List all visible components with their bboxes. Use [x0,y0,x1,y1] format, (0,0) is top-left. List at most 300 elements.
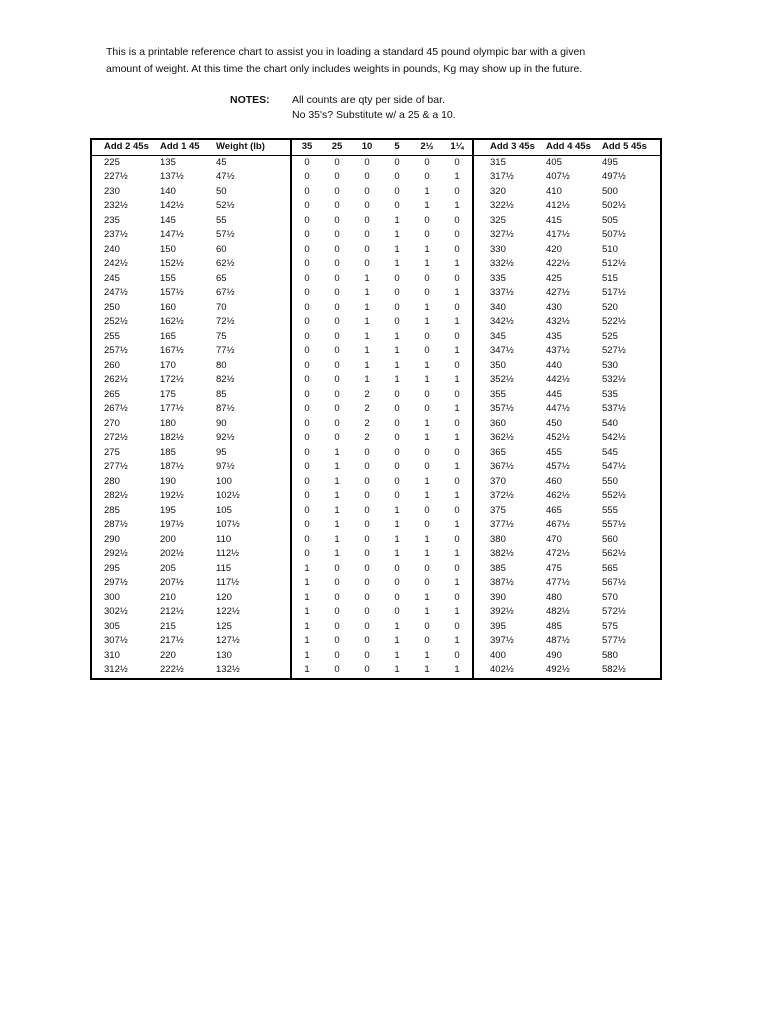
header-cell: Add 5 45s [602,141,647,152]
table-cell: 0 [394,432,400,443]
table-row [91,605,661,620]
table-cell: 280 [104,475,120,487]
table-row [91,533,661,548]
table-cell: 465 [546,504,562,516]
table-cell: 0 [454,446,460,458]
table-cell: 0 [334,620,340,632]
table-cell: 115 [216,562,232,574]
table-cell: 1 [291,620,322,635]
table-cell: 295 [104,562,120,574]
table-cell: 0 [394,316,400,327]
table-cell: 297½ [104,577,128,588]
table-cell: 70 [216,301,227,313]
table-cell: 0 [394,388,400,400]
table-cell: 210 [160,591,176,603]
table-cell: 340 [473,301,546,316]
table-cell: 162½ [160,316,184,327]
table-cell: 112½ [216,548,240,559]
table-cell: 455 [546,446,562,458]
table-cell: 1 [424,475,430,487]
table-cell: 0 [454,504,460,516]
table-cell: 92½ [216,432,235,443]
table-cell: 405 [546,156,562,168]
table-cell: 265 [104,388,120,400]
table-cell: 375 [473,504,546,519]
table-cell: 0 [334,301,340,313]
table-cell: 412½ [546,200,570,211]
table-cell: 132½ [216,664,240,675]
table-cell: 502½ [602,200,626,211]
table-cell: 220 [160,649,176,661]
table-cell: 1 [424,606,430,617]
table-row [91,359,661,374]
table-cell: 1 [424,591,430,603]
table-cell: 1 [334,519,340,530]
table-cell: 0 [291,533,322,548]
table-cell: 1 [454,345,460,356]
table-cell: 442½ [546,374,570,385]
table-cell: 0 [364,533,370,545]
header-cell: 1¼ [450,141,464,152]
table-cell: 317½ [473,170,546,185]
table-cell: 332½ [473,257,546,272]
table-cell: 302½ [104,606,128,617]
table-cell: 0 [291,504,322,519]
table-cell: 0 [291,402,322,417]
table-cell: 1 [394,229,400,240]
table-cell: 0 [394,490,400,501]
table-cell: 0 [454,359,460,371]
table-cell: 315 [473,155,546,170]
table-cell: 60 [216,243,227,255]
table-cell: 542½ [602,432,626,443]
table-cell: 515 [602,272,618,284]
table-cell: 1 [454,403,460,414]
table-cell: 357½ [473,402,546,417]
table-cell: 160 [160,301,176,313]
table-cell: 120 [216,591,232,603]
table-cell: 0 [364,606,370,617]
table-cell: 0 [424,446,430,458]
table-cell: 0 [334,359,340,371]
table-cell: 0 [291,257,322,272]
table-cell: 372½ [473,489,546,504]
table-cell: 410 [546,185,562,197]
table-cell: 152½ [160,258,184,269]
table-cell: 252½ [104,316,128,327]
table-cell: 450 [546,417,562,429]
table-cell: 552½ [602,490,626,501]
table-cell: 547½ [602,461,626,472]
table-cell: 0 [394,562,400,574]
header-cell: 25 [331,141,343,152]
table-cell: 2 [364,403,370,414]
table-cell: 147½ [160,229,184,240]
table-cell: 342½ [473,315,546,330]
table-cell: 0 [364,475,370,487]
table-cell: 355 [473,388,546,403]
table-cell: 0 [291,388,322,403]
table-cell: 95 [216,446,227,458]
table-cell: 1 [454,606,460,617]
table-cell: 497½ [602,171,626,182]
table-cell: 0 [291,286,322,301]
table-cell: 407½ [546,171,570,182]
table-cell: 65 [216,272,227,284]
table-cell: 167½ [160,345,184,356]
table-cell: 1 [424,417,430,429]
header-cell: Weight (lb) [216,141,265,152]
table-cell: 490 [546,649,562,661]
table-cell: 555 [602,504,618,516]
table-cell: 0 [424,171,430,182]
table-cell: 180 [160,417,176,429]
table-cell: 0 [334,316,340,327]
table-cell: 85 [216,388,227,400]
table-cell: 1 [364,287,370,298]
intro-line-1: This is a printable reference chart to assist you in loading a standard 45 pound olympic bar with a given [106,46,586,58]
table-cell: 475 [546,562,562,574]
table-row [91,576,661,591]
table-cell: 0 [424,504,430,516]
table-cell: 1 [454,374,460,385]
table-cell: 460 [546,475,562,487]
table-cell: 1 [334,490,340,501]
table-cell: 0 [394,591,400,603]
table-cell: 1 [394,504,400,516]
table-cell: 0 [424,229,430,240]
table-cell: 467½ [546,519,570,530]
table-cell: 80 [216,359,227,371]
table-cell: 0 [291,460,322,475]
table-cell: 0 [454,243,460,255]
table-cell: 572½ [602,606,626,617]
table-cell: 0 [334,243,340,255]
table-cell: 530 [602,359,618,371]
table-cell: 0 [334,432,340,443]
table-cell: 0 [454,417,460,429]
table-cell: 1 [454,171,460,182]
table-cell: 242½ [104,258,128,269]
table-cell: 367½ [473,460,546,475]
table-cell: 47½ [216,171,235,182]
table-cell: 0 [454,229,460,240]
table-row [91,663,661,679]
table-cell: 400 [473,649,546,664]
table-row [91,373,661,388]
table-cell: 0 [334,562,340,574]
table-cell: 247½ [104,287,128,298]
table-cell: 415 [546,214,562,226]
table-cell: 0 [364,519,370,530]
table-cell: 200 [160,533,176,545]
table-cell: 310 [104,649,120,661]
table-cell: 575 [602,620,618,632]
table-cell: 452½ [546,432,570,443]
table-row [91,257,661,272]
header-cell: Add 2 45s [104,141,149,152]
table-row [91,489,661,504]
table-cell: 202½ [160,548,184,559]
table-cell: 232½ [104,200,128,211]
table-row [91,620,661,635]
table-row [91,199,661,214]
table-row [91,518,661,533]
table-cell: 0 [454,330,460,342]
table-cell: 545 [602,446,618,458]
table-cell: 0 [454,272,460,284]
table-row [91,504,661,519]
table-cell: 0 [291,315,322,330]
table-cell: 157½ [160,287,184,298]
table-cell: 185 [160,446,176,458]
table-cell: 0 [334,171,340,182]
table-cell: 212½ [160,606,184,617]
table-cell: 0 [454,591,460,603]
table-cell: 0 [394,171,400,182]
table-cell: 527½ [602,345,626,356]
table-cell: 0 [291,475,322,490]
table-cell: 327½ [473,228,546,243]
table-cell: 445 [546,388,562,400]
table-cell: 227½ [104,171,128,182]
table-cell: 62½ [216,258,235,269]
table-cell: 245 [104,272,120,284]
table-cell: 417½ [546,229,570,240]
table-cell: 537½ [602,403,626,414]
table-row [91,388,661,403]
table-cell: 0 [334,200,340,211]
table-cell: 0 [334,577,340,588]
table-cell: 0 [364,577,370,588]
notes-label: NOTES: [230,94,270,106]
table-cell: 1 [454,635,460,646]
table-cell: 0 [424,577,430,588]
table-cell: 127½ [216,635,240,646]
table-cell: 1 [334,475,340,487]
table-cell: 577½ [602,635,626,646]
table-cell: 257½ [104,345,128,356]
table-cell: 187½ [160,461,184,472]
table-cell: 1 [394,664,400,675]
table-cell: 0 [364,504,370,516]
table-cell: 1 [424,432,430,443]
table-cell: 292½ [104,548,128,559]
table-cell: 1 [394,345,400,356]
table-cell: 1 [394,359,400,371]
table-cell: 0 [454,301,460,313]
table-cell: 277½ [104,461,128,472]
table-cell: 217½ [160,635,184,646]
table-cell: 1 [454,490,460,501]
table-cell: 1 [364,359,370,371]
table-cell: 1 [454,258,460,269]
table-cell: 0 [291,170,322,185]
table-cell: 0 [364,548,370,559]
table-cell: 1 [394,620,400,632]
table-cell: 0 [291,489,322,504]
table-cell: 1 [424,490,430,501]
table-row [91,649,661,664]
table-cell: 0 [454,620,460,632]
table-cell: 1 [454,200,460,211]
table-cell: 55 [216,214,227,226]
table-cell: 0 [424,620,430,632]
table-cell: 122½ [216,606,240,617]
table-cell: 0 [334,345,340,356]
table-cell: 422½ [546,258,570,269]
intro-line-2: amount of weight. At this time the chart only includes weights in pounds, Kg may show up in the future. [106,63,583,75]
table-cell: 0 [394,446,400,458]
table-cell: 102½ [216,490,240,501]
table-cell: 337½ [473,286,546,301]
table-cell: 0 [364,664,370,675]
table-cell: 0 [454,562,460,574]
table-row [91,562,661,577]
table-cell: 0 [291,344,322,359]
table-cell: 567½ [602,577,626,588]
table-row [91,286,661,301]
table-cell: 2 [364,417,370,429]
table-cell: 57½ [216,229,235,240]
table-cell: 1 [291,605,322,620]
table-cell: 345 [473,330,546,345]
table-cell: 0 [291,330,322,345]
table-cell: 0 [291,155,322,170]
table-cell: 0 [424,345,430,356]
table-cell: 1 [364,316,370,327]
table-cell: 0 [334,185,340,197]
table-cell: 1 [291,634,322,649]
table-cell: 1 [454,577,460,588]
table-cell: 0 [394,301,400,313]
table-cell: 352½ [473,373,546,388]
table-cell: 427½ [546,287,570,298]
table-cell: 560 [602,533,618,545]
table-cell: 0 [424,330,430,342]
table-cell: 142½ [160,200,184,211]
table-cell: 0 [291,228,322,243]
table-cell: 0 [334,258,340,269]
table-cell: 1 [454,461,460,472]
table-cell: 77½ [216,345,235,356]
table-cell: 0 [334,156,340,168]
table-cell: 1 [454,316,460,327]
table-cell: 385 [473,562,546,577]
table-cell: 0 [364,229,370,240]
table-cell: 0 [291,431,322,446]
table-cell: 1 [394,258,400,269]
table-cell: 0 [454,185,460,197]
table-cell: 562½ [602,548,626,559]
table-cell: 72½ [216,316,235,327]
table-cell: 205 [160,562,176,574]
table-cell: 45 [216,156,227,168]
table-cell: 1 [291,663,322,679]
table-cell: 487½ [546,635,570,646]
table-cell: 1 [394,214,400,226]
table-cell: 0 [334,403,340,414]
table-cell: 2 [364,432,370,443]
table-cell: 312½ [104,664,128,675]
table-row [91,417,661,432]
table-cell: 105 [216,504,232,516]
weight-loading-chart [90,138,662,680]
table-cell: 0 [424,156,430,168]
header-row [91,139,661,155]
table-cell: 235 [104,214,120,226]
table-cell: 0 [424,461,430,472]
table-cell: 1 [334,461,340,472]
table-row [91,315,661,330]
table-cell: 272½ [104,432,128,443]
table-cell: 300 [104,591,120,603]
table-cell: 0 [394,200,400,211]
table-cell: 172½ [160,374,184,385]
table-cell: 447½ [546,403,570,414]
table-cell: 0 [364,649,370,661]
table-cell: 190 [160,475,176,487]
table-cell: 285 [104,504,120,516]
table-cell: 125 [216,620,232,632]
table-cell: 0 [364,214,370,226]
table-cell: 437½ [546,345,570,356]
table-cell: 182½ [160,432,184,443]
table-cell: 0 [334,664,340,675]
table-cell: 150 [160,243,176,255]
table-cell: 305 [104,620,120,632]
table-cell: 1 [424,649,430,661]
table-cell: 0 [334,272,340,284]
table-cell: 1 [291,562,322,577]
table-cell: 197½ [160,519,184,530]
table-cell: 1 [454,287,460,298]
table-cell: 0 [454,214,460,226]
table-cell: 370 [473,475,546,490]
table-cell: 505 [602,214,618,226]
table-cell: 0 [291,185,322,200]
table-cell: 75 [216,330,227,342]
table-cell: 0 [454,649,460,661]
table-row [91,446,661,461]
table-cell: 525 [602,330,618,342]
header-cell: Add 3 45s [473,139,546,155]
table-cell: 0 [454,388,460,400]
table-cell: 195 [160,504,176,516]
table-cell: 137½ [160,171,184,182]
table-cell: 97½ [216,461,235,472]
table-row [91,185,661,200]
table-cell: 267½ [104,403,128,414]
table-cell: 1 [424,301,430,313]
table-cell: 0 [291,547,322,562]
table-cell: 0 [394,461,400,472]
table-cell: 275 [104,446,120,458]
table-cell: 0 [394,577,400,588]
table-cell: 480 [546,591,562,603]
table-cell: 0 [394,287,400,298]
table-cell: 1 [394,243,400,255]
table-cell: 270 [104,417,120,429]
table-cell: 0 [334,649,340,661]
table-cell: 140 [160,185,176,197]
table-cell: 1 [394,649,400,661]
table-cell: 350 [473,359,546,374]
table-cell: 382½ [473,547,546,562]
table-cell: 0 [454,156,460,168]
table-cell: 170 [160,359,176,371]
table-cell: 1 [424,243,430,255]
